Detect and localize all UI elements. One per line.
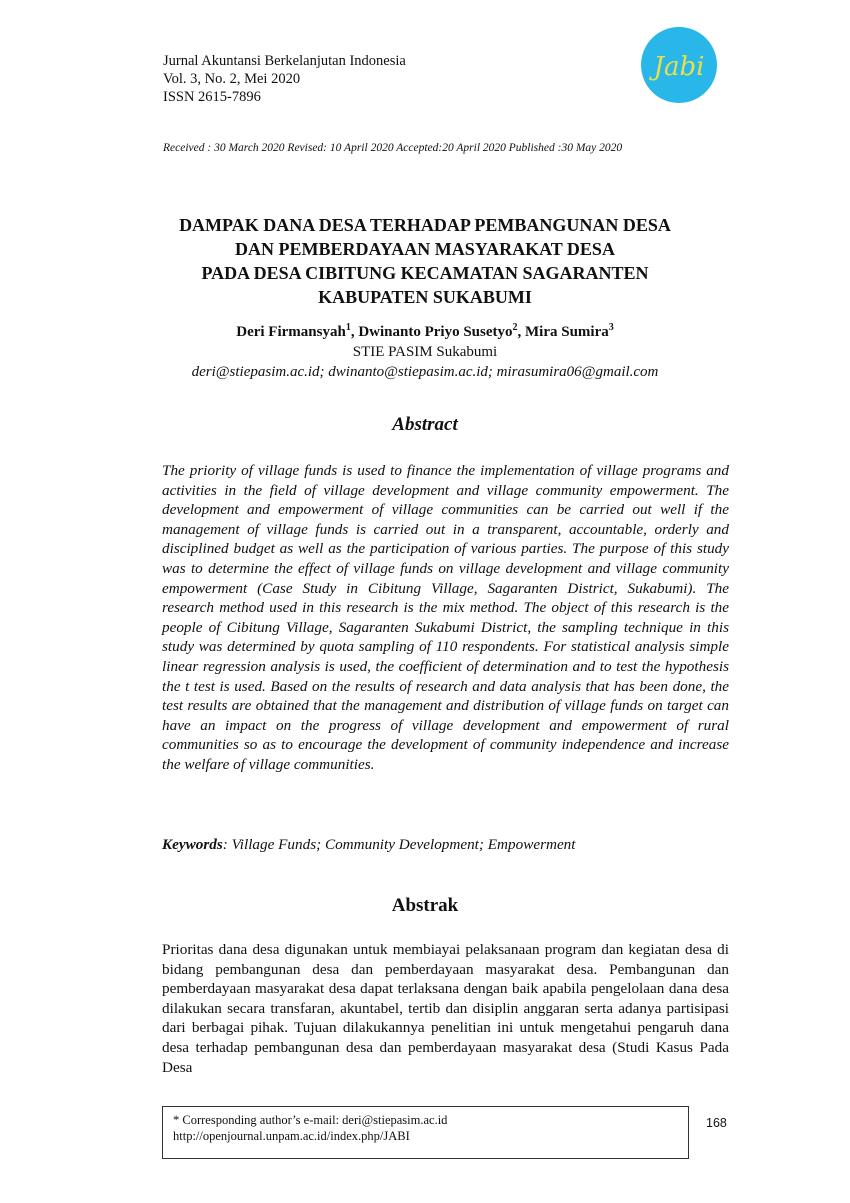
abstract-body: The priority of village funds is used to finance the implementation of village programs and activities in the field of village development and village community empowerment. The development and empowerment of village communities can be carried out well if the management of village funds is carried out in a transparent, accountable, orderly and disciplined budget as well as the participation of various parties. The purpose of this study was to determine the effect of village funds on village development and village community empowerment (Case Study in Cibitung Village, Sagaranten District, Sukabumi). The research method used in this research is the mix method. The object of this research is the people of Cibitung Village, Sagaranten Sukabumi District, the sampling technique in this study was determined by quota sampling of 110 respondents. For statistical analysis simple linear regression analysis is used, the coefficient of determination and to test the hypothesis the t test is used. Based on the results of research and data analysis that has been done, the test results are obtained that the management and distribution of village funds on target can have an impact on the progress of village development and empowerment of rural communities so as to encourage the development of community independence and increase the welfare of village communities. [162,462,729,773]
journal-url[interactable]: http://openjournal.unpam.ac.id/index.php/JABI [173,1129,410,1143]
footnote-box [162,1106,689,1159]
page-number: 168 [706,1116,727,1130]
author-3-sup: 3 [608,322,614,333]
keywords-label: Keywords [162,836,223,853]
abstrak-body: Prioritas dana desa digunakan untuk membiayai pelaksanaan program dan kegiatan desa di bidang pembangunan desa dan pemberdayaan masyarakat desa. Pembangunan dan pemberdayaan masyarakat desa dapat terlaksana dengan baik apabila pengelolaan dana desa dilakukan secara transfaran, akuntabel, tertib dan disiplin anggaran serta adanya partisipasi dari berbagai pihak. Tujuan dilakukannya penelitian ini untuk mengetahui pengaruh dana desa terhadap pembangunan desa dan pemberdayaan masyarakat desa (Studi Kasus Pada Desa [162,941,729,1076]
title-line-1: DAMPAK DANA DESA TERHADAP PEMBANGUNAN DESA [179,215,671,235]
jabi-logo [640,26,718,104]
abstrak-heading: Abstrak [391,895,459,916]
title-line-2: DAN PEMBERDAYAAN MASYARAKAT DESA [235,239,615,259]
paper-title [140,213,710,309]
keywords [162,836,729,854]
journal-issn: ISSN 2615-7896 [163,89,261,105]
journal-volume: Vol. 3, No. 2, Mei 2020 [163,71,301,87]
logo-text: Jabi [653,52,705,82]
author-2-sup: 2 [512,322,518,333]
affiliation: STIE PASIM Sukabumi [352,344,498,360]
author-names: Deri Firmansyah$^1$, Dwinanto Priyo Susetyo$^2$, Mira Sumira$^3$ [236,322,614,340]
author-emails: deri@stiepasim.ac.id; dwinanto@stiepasim.ac.id; mirasumira06@gmail.com [191,364,659,380]
author-3: Mira Sumira [525,324,609,340]
corresponding-author: * Corresponding author’s e-mail: deri@stiepasim.ac.id [173,1113,448,1127]
author-1-sup: 1 [345,322,351,333]
author-2: Dwinanto Priyo Susetyo [358,324,513,340]
journal-name: Jurnal Akuntansi Berkelanjutan Indonesia [163,53,406,69]
author-block [140,322,710,382]
journal-info [163,52,406,106]
title-line-3: PADA DESA CIBITUNG KECAMATAN SAGARANTEN [201,263,649,283]
abstract-heading: Abstract [392,414,458,435]
keywords-list: : Village Funds; Community Development; Empowerment [222,836,576,853]
author-1: Deri Firmansyah [236,324,346,340]
publication-dates: Received : 30 March 2020 Revised: 10 April 2020 Accepted:20 April 2020 Published :30 May 2020 [163,142,623,154]
title-line-4: KABUPATEN SUKABUMI [318,287,532,307]
